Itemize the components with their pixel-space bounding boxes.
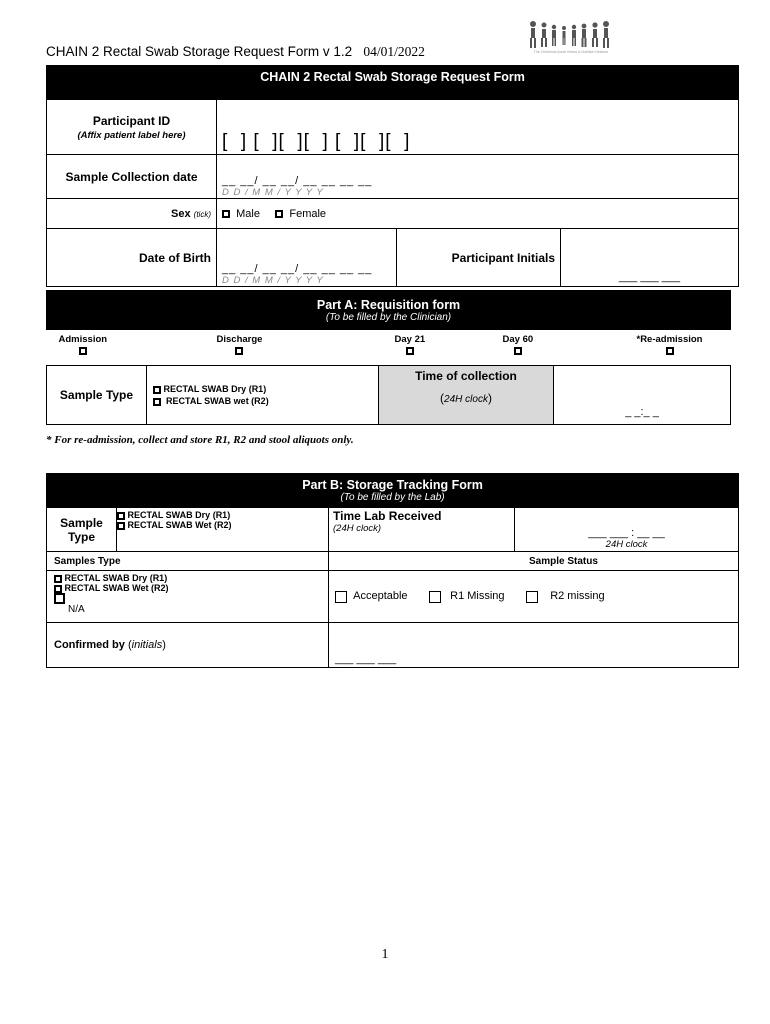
dob-label: Date of Birth <box>47 229 217 287</box>
time-collection-cell: Time of collection (24H clock) <box>379 366 554 425</box>
header-title: CHAIN 2 Rectal Swab Storage Request Form v 1.2 <box>46 44 353 59</box>
wet-checkbox[interactable] <box>153 398 161 406</box>
part-b-dry-label: RECTAL SWAB Dry (R1) <box>127 510 231 520</box>
admission-checkbox[interactable] <box>79 347 87 355</box>
timepoint-discharge: Discharge <box>217 334 263 357</box>
initials-field[interactable]: ___ ___ ___ <box>561 229 739 287</box>
samples-type-options <box>47 571 329 623</box>
timepoint-row <box>47 330 731 366</box>
participant-table <box>46 65 739 287</box>
r1-missing-checkbox[interactable] <box>429 591 441 603</box>
time-received-caption: 24H clock <box>605 539 648 550</box>
part-b-table <box>46 473 739 668</box>
dry-checkbox[interactable] <box>153 386 161 394</box>
collection-date-label: Sample Collection date <box>47 155 217 199</box>
dob-line: __ __/ __ __/ __ __ __ __ <box>222 263 373 275</box>
sex-label-cell <box>47 199 217 229</box>
readmission-note: * For re-admission, collect and store R1, R2 and stool aliquots only. <box>46 434 354 446</box>
collection-date-line: __ __/ __ __/ __ __ __ __ <box>222 175 373 187</box>
time-collection-clock: 24H clock <box>444 394 488 405</box>
part-b-title: Part B: Storage Tracking Form <box>302 478 483 492</box>
part-b-sample-type-label: Sample Type <box>47 508 117 552</box>
collection-date-field[interactable] <box>217 155 739 199</box>
day21-checkbox[interactable] <box>406 347 414 355</box>
discharge-checkbox[interactable] <box>235 347 243 355</box>
samples-type-header: Samples Type <box>47 552 329 571</box>
sample-type-options <box>147 366 379 425</box>
samples-wet-label: RECTAL SWAB Wet (R2) <box>64 583 169 593</box>
acceptable-label: Acceptable <box>353 590 408 603</box>
confirmed-label-cell: Confirmed by (initials) <box>47 623 329 668</box>
time-collection-label: Time of collection <box>415 369 517 383</box>
dob-format: D D / M M / Y Y Y Y <box>222 275 324 286</box>
samples-wet-checkbox[interactable] <box>54 585 62 593</box>
confirmed-field[interactable]: ___ ___ ___ <box>329 623 739 668</box>
participant-id-label-cell <box>47 100 217 155</box>
confirmed-note: initials <box>131 639 163 651</box>
timepoint-day60: Day 60 <box>503 334 534 357</box>
time-received-field[interactable] <box>515 508 739 552</box>
wet-label: RECTAL SWAB wet (R2) <box>166 396 269 406</box>
sample-status-options <box>329 571 739 623</box>
confirmed-label: Confirmed by <box>54 639 125 651</box>
time-received-line: ___ ___ : __ __ <box>588 527 665 539</box>
female-label: Female <box>289 207 327 220</box>
r2-missing-checkbox[interactable] <box>526 591 538 603</box>
part-a-header <box>47 291 731 330</box>
part-a-title: Part A: Requisition form <box>316 297 461 312</box>
na-label: N/A <box>68 604 85 616</box>
collection-date-format: D D / M M / Y Y Y Y <box>222 187 324 198</box>
logo-caption: The Childhood Acute Illness & Nutrition Network <box>533 50 609 54</box>
time-collection-field[interactable]: _ _:_ _ <box>554 366 731 425</box>
part-b-wet-checkbox[interactable] <box>117 522 125 530</box>
part-b-sample-options <box>117 508 329 552</box>
part-b-wet-label: RECTAL SWAB Wet (R2) <box>127 520 232 530</box>
readmission-checkbox[interactable] <box>666 347 674 355</box>
sex-note: (tick) <box>193 209 211 219</box>
part-b-header <box>47 474 739 508</box>
part-b-subtitle: (To be filled by the Lab) <box>340 492 445 503</box>
female-checkbox[interactable] <box>275 210 283 218</box>
acceptable-checkbox[interactable] <box>335 591 347 603</box>
participant-id-sub: (Affix patient label here) <box>77 129 186 141</box>
timepoint-day21: Day 21 <box>395 334 426 357</box>
chain-logo <box>526 20 616 56</box>
timepoint-readmission: *Re-admission <box>637 334 703 357</box>
initials-label: Participant Initials <box>397 229 561 287</box>
dob-field[interactable] <box>217 229 397 287</box>
male-label: Male <box>236 207 260 220</box>
time-received-cell <box>329 508 515 552</box>
day60-checkbox[interactable] <box>514 347 522 355</box>
participant-id-field[interactable]: [ ] [ ][ ][ ] [ ][ ][ ] <box>217 100 739 155</box>
male-checkbox[interactable] <box>222 210 230 218</box>
part-b-dry-checkbox[interactable] <box>117 512 125 520</box>
r2-missing-label: R2 missing <box>550 590 605 603</box>
time-received-clock: (24H clock) <box>333 523 382 534</box>
time-received-label: Time Lab Received <box>333 509 442 523</box>
sample-status-header: Sample Status <box>329 552 739 571</box>
part-a-table <box>46 290 731 425</box>
dry-label: RECTAL SWAB Dry (R1) <box>163 384 267 394</box>
timepoint-admission: Admission <box>59 334 108 357</box>
page-number: 1 <box>381 947 389 962</box>
sample-type-label: Sample Type <box>47 366 147 425</box>
samples-dry-label: RECTAL SWAB Dry (R1) <box>64 573 168 583</box>
header-date: 04/01/2022 <box>363 44 425 59</box>
sex-field <box>217 199 739 229</box>
document-header <box>46 44 425 60</box>
r1-missing-label: R1 Missing <box>450 590 505 603</box>
participant-id-label: Participant ID <box>92 113 171 128</box>
part-a-subtitle: (To be filled by the Clinician) <box>325 311 452 323</box>
sex-label: Sex <box>171 207 191 220</box>
samples-dry-checkbox[interactable] <box>54 575 62 583</box>
na-checkbox[interactable] <box>54 593 65 604</box>
form-title: CHAIN 2 Rectal Swab Storage Request Form <box>47 66 739 100</box>
